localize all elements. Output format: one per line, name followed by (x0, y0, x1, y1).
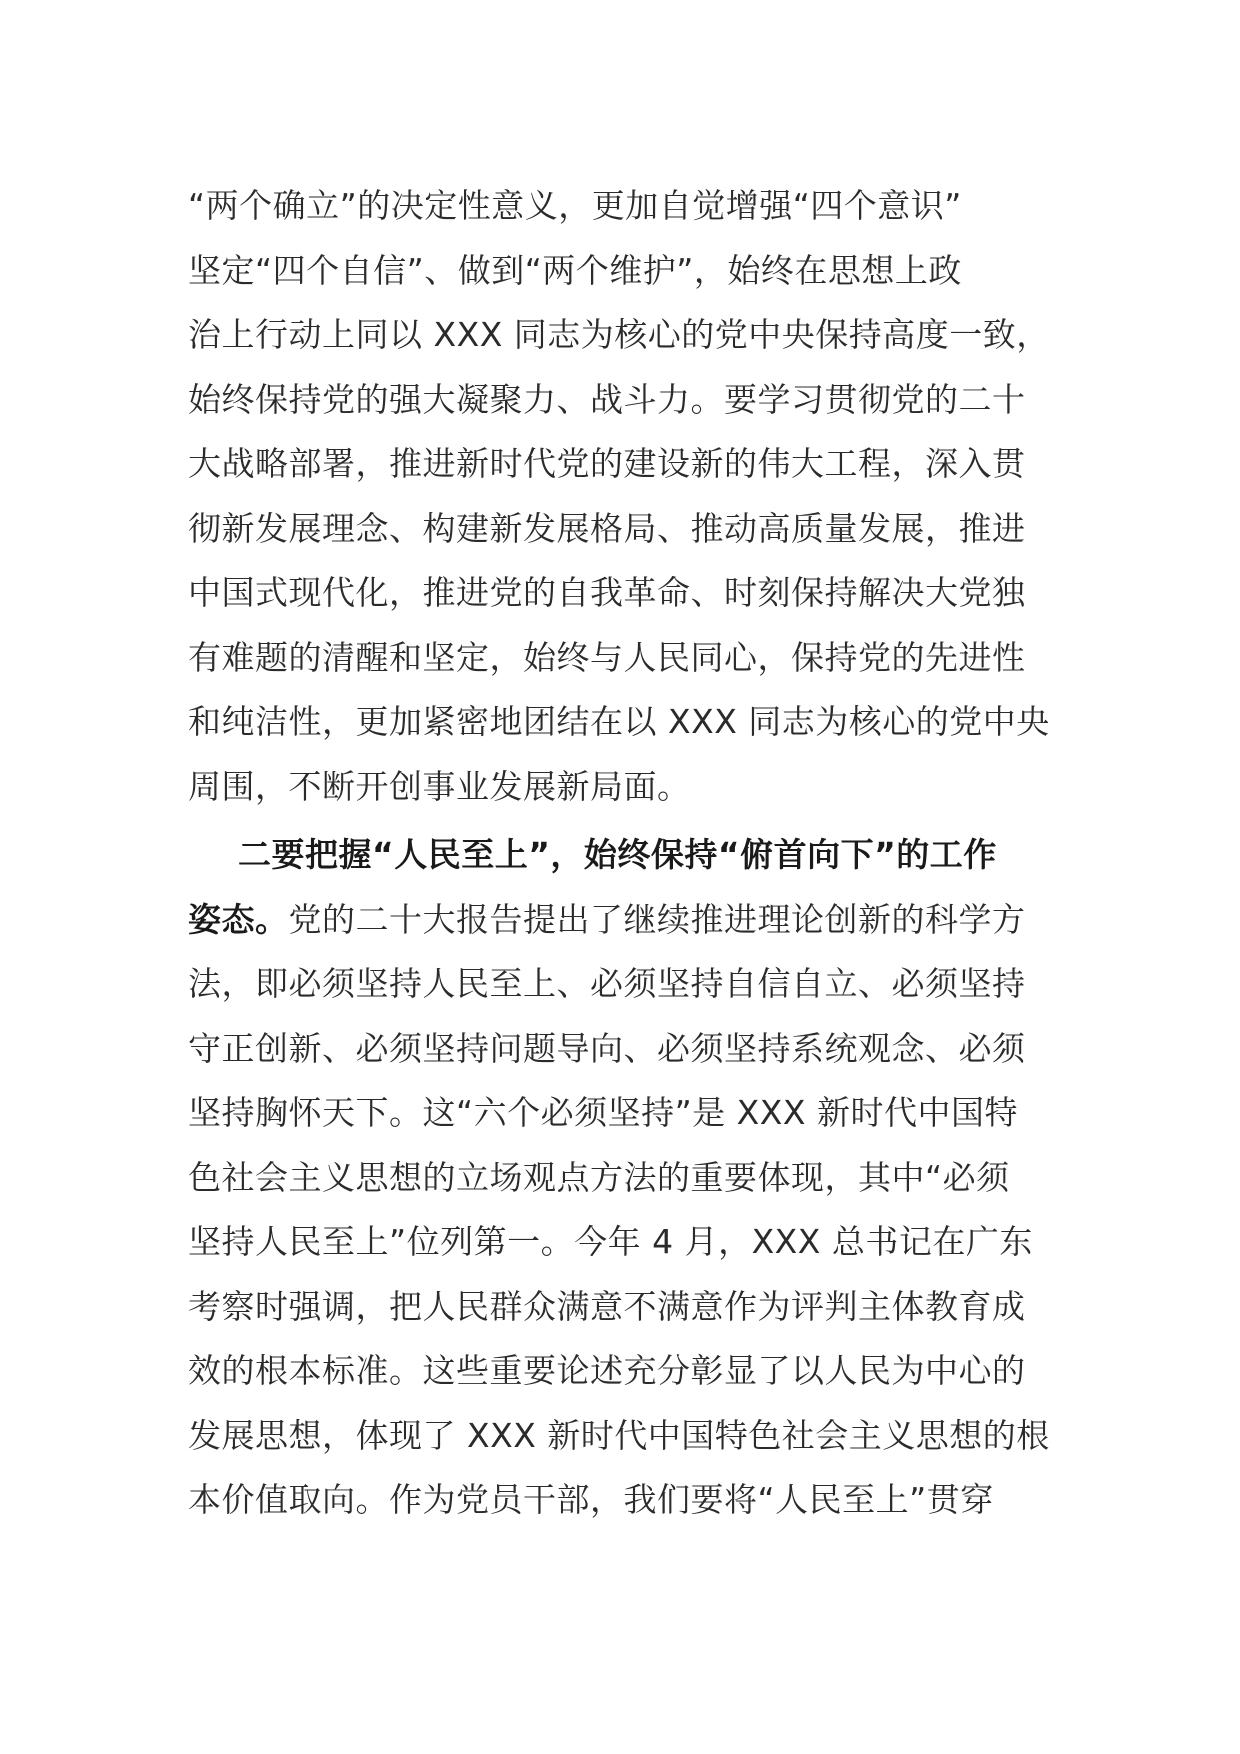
paragraph-line: 彻新发展理念、构建新发展格局、推动高质量发展，推进 (188, 508, 1026, 548)
paragraph-line: 法，即必须坚持人民至上、必须坚持自信自立、必须坚持 (188, 964, 1026, 1003)
paragraph-line: 守正创新、必须坚持问题导向、必须坚持系统观念、必须 (188, 1028, 1026, 1068)
paragraph-line: 大战略部署，推进新时代党的建设新的伟大工程，深入贯 (188, 444, 1026, 483)
paragraph-line: 效的根本标准。这些重要论述充分彰显了以人民为中心的 (188, 1351, 1026, 1390)
paragraph-line: “两个确立”的决定性意义，更加自觉增强“四个意识” (188, 186, 962, 225)
paragraph-line: 发展思想，体现了 XXX 新时代中国特色社会主义思想的根 (188, 1415, 1050, 1455)
paragraph-line: 和纯洁性，更加紧密地团结在以 XXX 同志为核心的党中央 (188, 702, 1050, 741)
paragraph-line: 本价值取向。作为党员干部，我们要将“人民至上”贯穿 (188, 1480, 994, 1519)
paragraph-line: 治上行动上同以 XXX 同志为核心的党中央保持高度一致， (188, 315, 1050, 354)
section-heading-end: 姿态。 (188, 899, 289, 939)
paragraph-line: 始终保持党的强大凝聚力、战斗力。要学习贯彻党的二十 (188, 379, 1026, 419)
paragraph-line: 有难题的清醒和坚定，始终与人民同心，保持党的先进性 (188, 637, 1026, 677)
paragraph-1 (188, 174, 1058, 819)
paragraph-line: 坚定“四个自信”、做到“两个维护”，始终在思想上政 (188, 250, 962, 290)
paragraph-line: 坚持胸怀天下。这“六个必须坚持”是 XXX 新时代中国特 (188, 1093, 1018, 1132)
paragraph-2 (188, 823, 1058, 1533)
paragraph-line: 周围，不断开创事业发展新局面。 (188, 766, 691, 806)
paragraph-line: 考察时强调，把人民群众满意不满意作为评判主体教育成 (188, 1286, 1026, 1326)
section-heading-line (188, 823, 1058, 888)
section-heading: 二要把握“人民至上”，始终保持“俯首向下”的工作 (238, 835, 997, 874)
paragraph-line: 色社会主义思想的立场观点方法的重要体现，其中“必须 (188, 1157, 1010, 1197)
paragraph-text: 党的二十大报告提出了继续推进理论创新的科学方 (288, 899, 1026, 939)
paragraph-line: 中国式现代化，推进党的自我革命、时刻保持解决大党独 (188, 573, 1026, 612)
paragraph-line (188, 888, 1058, 953)
paragraph-line: 坚持人民至上”位列第一。今年 4 月，XXX 总书记在广东 (188, 1222, 1033, 1261)
